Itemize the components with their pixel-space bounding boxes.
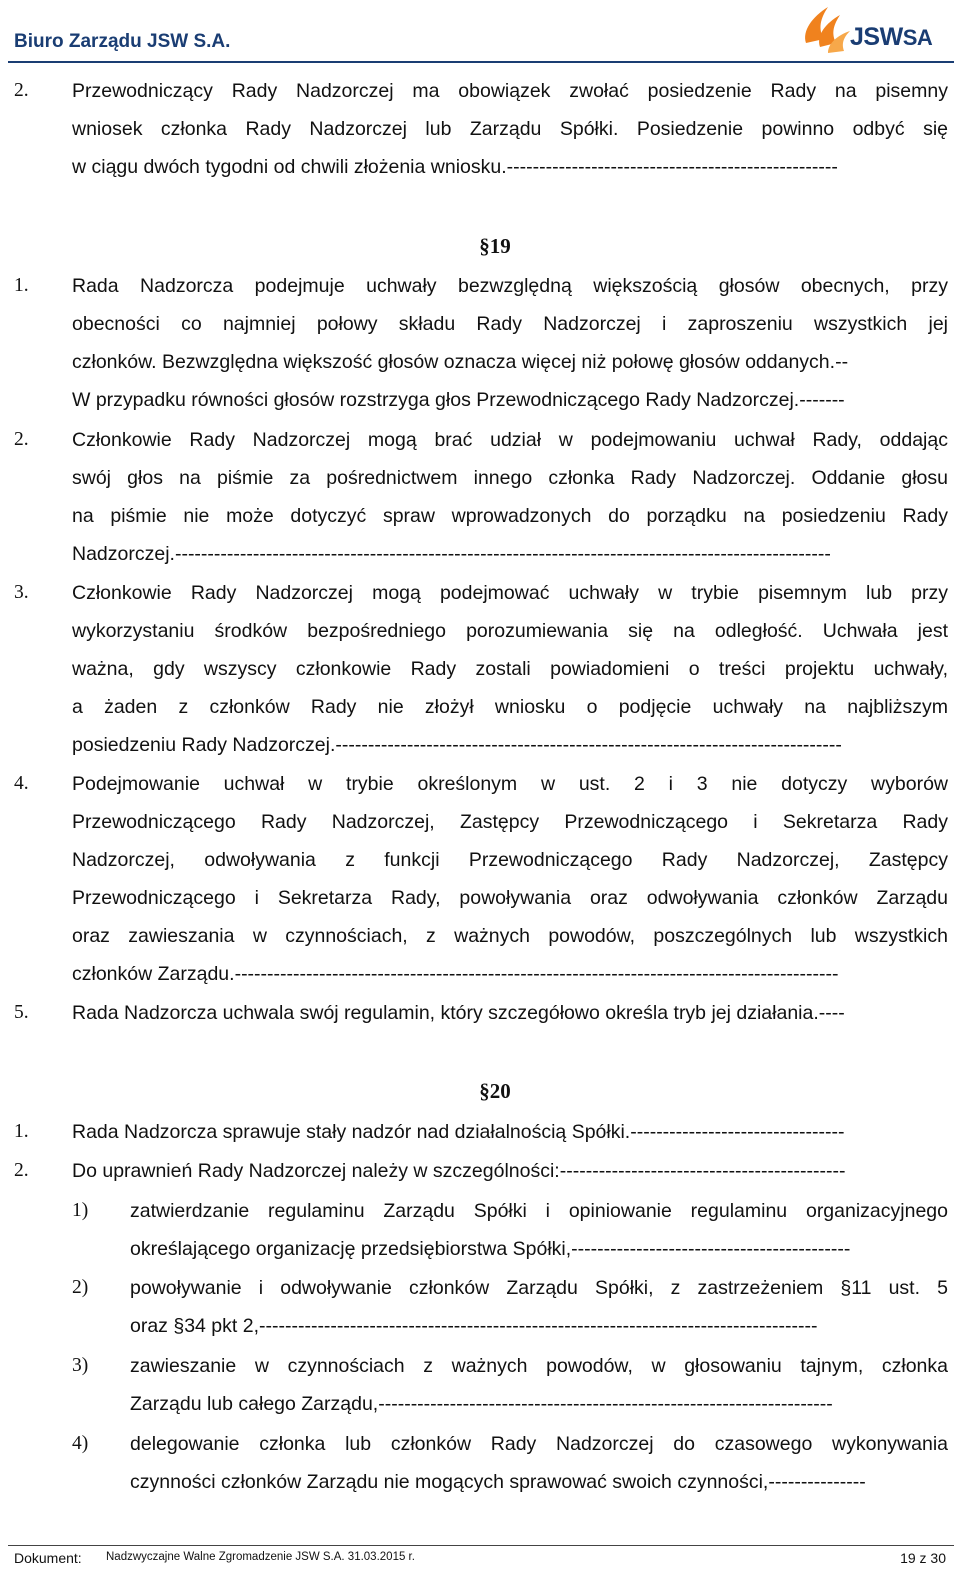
text-line: Podejmowanie uchwał w trybie określonym w ust. 2 i 3 nie dotyczy wyborów [72, 773, 948, 795]
flame-icon [798, 3, 858, 59]
section-heading: §20 [479, 1079, 511, 1103]
text-line: czynności członków Zarządu nie mogących sprawować swoich czynności,--------------- [130, 1471, 866, 1493]
text-line: Nadzorczej, odwoływania z funkcji Przewodniczącego Rady Nadzorczej, Zastępcy [72, 849, 948, 871]
text-line: Zarządu lub całego Zarządu,---------------------------------------------------------------------- [130, 1393, 833, 1415]
text-line: Członkowie Rady Nadzorczej mogą podejmować uchwały w trybie pisemnym lub przy [72, 582, 948, 604]
text-line: oraz §34 pkt 2,-------------------------------------------------------------------------------------- [130, 1315, 818, 1337]
item-number: 5. [14, 1002, 29, 1023]
page-header [0, 0, 960, 62]
text-line: delegowanie członka lub członków Rady Nadzorczej do czasowego wykonywania [130, 1433, 948, 1455]
text-line: oraz zawieszania w czynnościach, z ważnych powodów, poszczególnych lub wszystkich [72, 925, 948, 947]
text-line: zawieszanie w czynnościach z ważnych powodów, w głosowaniu tajnym, członka [130, 1355, 948, 1377]
text-line: członków. Bezwzględna większość głosów oznacza więcej niż połowę głosów oddanych.-- [72, 351, 849, 373]
item-number: 2. [14, 429, 29, 450]
subitem-number: 2) [72, 1277, 89, 1298]
text-line: Rada Nadzorcza uchwala swój regulamin, który szczegółowo określa tryb jej działania.---- [72, 1002, 845, 1024]
footer-label: Dokument: [14, 1550, 82, 1566]
text-line: w ciągu dwóch tygodni od chwili złożenia wniosku.--------------------------------------------------- [72, 156, 838, 178]
footer-divider [8, 1545, 954, 1546]
text-line: członków Zarządu.--------------------------------------------------------------------------------------------- [72, 963, 839, 985]
item-number: 1. [14, 1121, 29, 1142]
text-line: ważna, gdy wszyscy członkowie Rady zostali powiadomieni o treści projektu uchwały, [72, 658, 948, 680]
text-line: Nadzorczej.----------------------------------------------------------------------------------------------------- [72, 543, 831, 565]
text-line: zatwierdzanie regulaminu Zarządu Spółki i opiniowanie regulaminu organizacyjnego [130, 1200, 948, 1222]
text-line: obecności co najmniej połowy składu Rady Nadzorczej i zaproszeniu wszystkich jej [72, 313, 948, 335]
text-line: Członkowie Rady Nadzorczej mogą brać udział w podejmowaniu uchwał Rady, oddając [72, 429, 948, 451]
subitem-number: 3) [72, 1355, 89, 1376]
header-divider [8, 61, 954, 63]
text-line: posiedzeniu Rady Nadzorczej.------------------------------------------------------------------------------ [72, 734, 842, 756]
subitem-number: 4) [72, 1433, 89, 1454]
logo-wordmark: JSWSA [850, 23, 933, 51]
subitem-number: 1) [72, 1200, 89, 1221]
text-line: W przypadku równości głosów rozstrzyga głos Przewodniczącego Rady Nadzorczej.------- [72, 389, 845, 411]
item-number: 4. [14, 773, 29, 794]
text-line: swój głos na piśmie za pośrednictwem innego członka Rady Nadzorczej. Oddanie głosu [72, 467, 948, 489]
item-number: 2. [14, 1160, 29, 1181]
text-line: powoływanie i odwoływanie członków Zarządu Spółki, z zastrzeżeniem §11 ust. 5 [130, 1277, 948, 1299]
jsw-flame-logo [798, 3, 948, 59]
page-number: 19 z 30 [900, 1550, 946, 1566]
text-line: Przewodniczący Rady Nadzorczej ma obowiązek zwołać posiedzenie Rady na pisemny [72, 80, 948, 102]
item-number: 1. [14, 275, 29, 296]
section-heading: §19 [479, 234, 511, 258]
item-number: 2. [14, 80, 29, 101]
text-line: Do uprawnień Rady Nadzorczej należy w szczególności:-------------------------------------------- [72, 1160, 846, 1182]
text-line: określającego organizację przedsiębiorstwa Spółki,------------------------------------------- [130, 1238, 851, 1260]
header-title: Biuro Zarządu JSW S.A. [14, 31, 231, 52]
item-number: 3. [14, 582, 29, 603]
text-line: wniosek członka Rady Nadzorczej lub Zarządu Spółki. Posiedzenie powinno odbyć się [72, 118, 948, 140]
text-line: Przewodniczącego Rady Nadzorczej, Zastępcy Przewodniczącego i Sekretarza Rady [72, 811, 948, 833]
text-line: a żaden z członków Rady nie złożył wniosku o podjęcie uchwały na najbliższym [72, 696, 948, 718]
text-line: wykorzystaniu środków bezpośredniego porozumiewania się na odległość. Uchwała jest [72, 620, 948, 642]
text-line: na piśmie nie może dotyczyć spraw wprowadzonych do porządku na posiedzeniu Rady [72, 505, 948, 527]
text-line: Przewodniczącego i Sekretarza Rady, powoływania oraz odwoływania członków Zarządu [72, 887, 948, 909]
text-line: Rada Nadzorcza podejmuje uchwały bezwzględną większością głosów obecnych, przy [72, 275, 948, 297]
footer-document-name: Nadzwyczajne Walne Zgromadzenie JSW S.A. 31.03.2015 r. [106, 1551, 415, 1563]
text-line: Rada Nadzorcza sprawuje stały nadzór nad działalnością Spółki.--------------------------------- [72, 1121, 845, 1143]
